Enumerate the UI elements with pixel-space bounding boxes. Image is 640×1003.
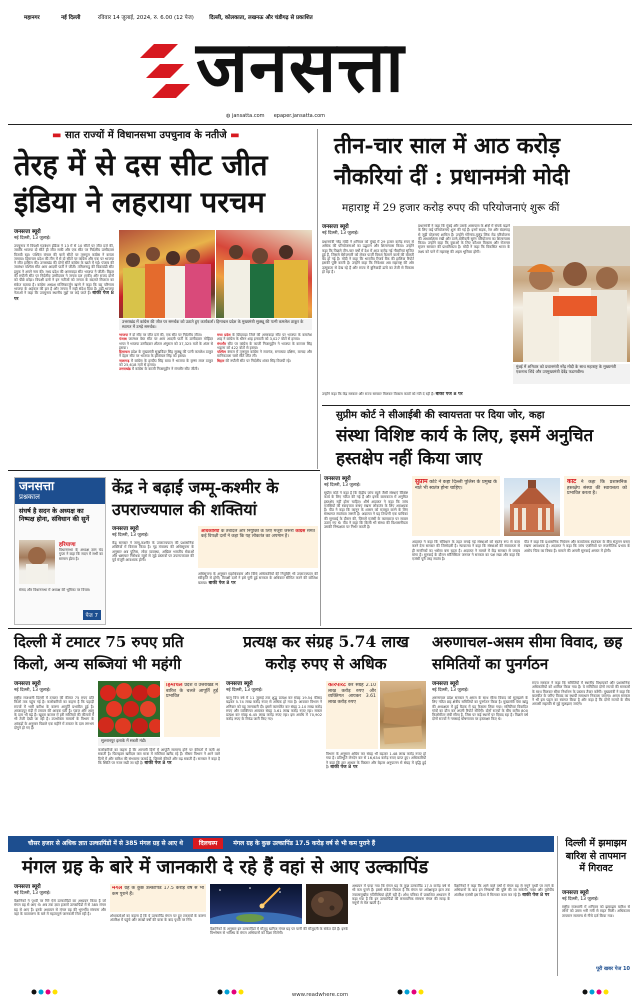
border-byline: जनसत्ता ब्यूरो नई दिल्ली, 13 जुलाई। bbox=[432, 681, 469, 693]
tax-box: कारपोरेट कर संग्रह 2.10 लाख करोड़ रुपए और व्यक्तिगत आयकर 3.61 लाख करोड़ रुपए bbox=[326, 681, 378, 749]
column-divider-2 bbox=[320, 474, 321, 626]
website-link[interactable]: jansatta.com bbox=[231, 113, 265, 119]
promo-page[interactable]: पेज 7 bbox=[83, 610, 101, 620]
bypoll-headline: तेरह में से दस सीट जीत इंडिया ने लहराया परचम bbox=[14, 148, 268, 219]
rally-image bbox=[216, 230, 312, 318]
tomato-headline: दिल्ली में टमाटर 75 रुपए प्रति किलो, अन्य सब्जियां भी महंगी bbox=[14, 633, 184, 673]
web-links bbox=[226, 112, 466, 120]
promo-line: संघर्ष है सदन के अध्यक्ष का निष्पक्ष होना, संविधान की सुनें bbox=[19, 507, 90, 523]
masthead-rule bbox=[8, 124, 632, 125]
sc-body-col-1: सुप्रीम कोर्ट ने कहा है कि केंद्रीय जांच ब्यूरो जैसी संस्थाएं विशिष्ट कार्य के लिए गठित की गई हैं और इनके कामकाज में अनुचित हस्तक्षेप नहीं होना चाहिए। शीर्ष अदालत ने कहा कि जांच एजंसियों की स्वायत्तता बनाए रखना लोकतंत्र के लिए आवश्यक है। पीठ ने कहा कि कानून के शासन को मजबूत करने के लिए संस्थागत स्वतंत्रता जरूरी है। अदालत ने यह टिप्पणी एक याचिका की सुनवाई के दौरान की, जिसमें एजंसी के कामकाज पर सवाल उठाए गए थे। पीठ ने कहा कि किसी भी संस्था की विश्वसनीयता उसकी निष्पक्षता पर निर्भर करती है। bbox=[324, 491, 408, 530]
bypoll-photo-1 bbox=[119, 230, 215, 318]
tax-body-col-1: चालू वित्त वर्ष में 11 जुलाई तक शुद्ध प्रत्यक्ष कर संग्रह 19.54 फीसद बढ़कर 5.74 लाख करोड़ रुपए से अधिक हो गया है। आयकर विभाग ने शनिवार को यह जानकारी दी। इसमें कारपोरेट कर संग्रह 2.10 लाख करोड़ रुपए और व्यक्तिगत आयकर संग्रह 3.61 लाख करोड़ रुपए रहा। सकल प्रत्यक्ष कर संग्रह 6.45 लाख करोड़ रुपए रहा। इस अवधि में 70,902 करोड़ रुपए के रिफंड जारी किए गए। bbox=[226, 696, 322, 722]
jobs-headline: तीन-चार साल में आठ करोड़ नौकरियां दीं : प्रधानमंत्री मोदी bbox=[334, 133, 570, 190]
mars-box: मंगल ग्रह के कुछ उल्कापिंड 17.5 करोड़ वर्ष से भी कम पुराने हैं। bbox=[110, 884, 206, 912]
jobs-body-col-2: प्रधानमंत्री ने कहा कि मुंबई और उसके आसपास के क्षेत्रों में संपर्क बढ़ाने के लिए कई परियोजनाएं शुरू की गई हैं। इनमें सड़क, रेल और बंदरगाह से जुड़ी योजनाएं शामिल हैं। उन्होंने गोरेगांव-मुलुंड लिंक रोड परियोजना की आधारशिला रखी और ठाणे-बोरीवली सुरंग परियोजना का शिलान्यास किया। उन्होंने कहा कि युवाओं के लिए कौशल विकास और रोजगार सृजन सरकार की प्राथमिकता है। मोदी ने कहा कि विकसित भारत के लक्ष्य को पाने में महाराष्ट्र की अहम भूमिका होगी। bbox=[418, 224, 510, 254]
tomato-body-col-1: राष्ट्रीय राजधानी दिल्ली में टमाटर की कीमत 75 रुपए प्रति किलो तक पहुंच गई है। कारोबारियों का कहना है कि पहाड़ी राज्यों में भारी बारिश के कारण आपूर्ति प्रभावित हुई है। आजादपुर मंडी में टमाटर की आवक घटी है। प्याज और आलू के दाम भी बढ़े हैं। खुदरा बाजार में हरी सब्जियों की कीमतों में भी तेजी देखी जा रही है। उपभोक्ता मामलों के विभाग के आंकड़ों के अनुसार पिछले एक महीने में टमाटर के दाम लगभग दोगुने हो गए हैं। bbox=[14, 696, 94, 731]
rain-body: राष्ट्रीय राजधानी में शनिवार को झमाझम बारिश से लोगों को उमस भरी गर्मी से राहत मिली। अधिकतम तापमान सामान्य से नीचे दर्ज किया गया। bbox=[562, 905, 630, 918]
tomatoes-image bbox=[98, 681, 160, 737]
column-divider-3 bbox=[557, 836, 558, 976]
footer-url[interactable]: www.readwhere.com bbox=[291, 992, 349, 998]
border-body-col-2: राज्य सरकार ने कहा कि समितियों में स्थानीय विधायकों और प्रशासनिक अधिकारियों को शामिल किया गया है। ये समितियां दोनों राज्यों की सरकारों के साथ मिलकर सीमा निर्धारण के प्रस्ताव तैयार करेंगी। मुख्यमंत्री ने कहा कि बातचीत के जरिए विवाद का स्थायी समाधान निकाला जाएगा। असम सरकार ने भी इस पहल का स्वागत किया है और कहा है कि दोनों राज्यों के बीच आपसी सहमति से मुद्दे सुलझाए जाएंगे। bbox=[532, 681, 630, 707]
court-building-image bbox=[504, 478, 560, 536]
tax-body-col-2: विभाग के अनुसार अग्रिम कर संग्रह भी बढ़कर 1.48 लाख करोड़ रुपए हो गया है। प्रतिभूति लेनदेन कर से 16,634 करोड़ रुपए प्राप्त हुए। अधिकारियों ने कहा कि कर आधार के विस्तार और बेहतर अनुपालन से संग्रह में वृद्धि हुई है। बाकी पेज 8 पर bbox=[326, 752, 426, 770]
mars-body-col-3: वैज्ञानिकों के अनुसार इन उल्कापिंडों में मौजूद खनिज मंगल ग्रह पर पानी की मौजूदगी के संकेत देते हैं। इनके विश्लेषण से भविष्य के मंगल अभियानों को दिशा मिलेगी। bbox=[210, 927, 348, 936]
promo-sub: प्रश्नकाल bbox=[19, 493, 40, 501]
jobs-body-foot: उन्होंने कहा कि केंद्र सरकार और राज्य सरकार मिलकर विकास कार्यों को गति दे रही हैं। बाकी पेज 8 पर bbox=[322, 392, 463, 397]
registration-marks bbox=[30, 980, 610, 986]
tomato-caption: सुल्तानपुर इलाके में सब्जी मंडी। bbox=[98, 738, 160, 746]
tax-byline: जनसत्ता ब्यूरो नई दिल्ली, 13 जुलाई। bbox=[226, 681, 263, 693]
fact-strip bbox=[8, 836, 554, 852]
jobs-bottom-rule bbox=[322, 405, 630, 406]
mars-body-col-1: वैज्ञानिकों ने पृथ्वी पर गिरे ऐसे उल्कापिंडों का अध्ययन किया है जो मंगल ग्रह से आए थे। अब तक ज्ञात हजारों उल्कापिंडों में से 385 मंगल ग्रह से आए हैं। इनके अध्ययन से मंगल ग्रह की भूगर्भीय संरचना और वहां के वातावरण के बारे में महत्वपूर्ण जानकारी मिल रही है। bbox=[14, 899, 106, 916]
sc-headline: संस्था विशिष्ट कार्य के लिए, इसमें अनुचित हस्तक्षेप नहीं किया जाए bbox=[336, 426, 594, 469]
promo-portrait bbox=[19, 540, 55, 584]
bypoll-photo-2 bbox=[216, 230, 312, 318]
promo-extra: संसद और विधानसभा में अध्यक्ष की भूमिका पर विचार। bbox=[19, 588, 91, 592]
section-rule-2 bbox=[8, 628, 632, 629]
jobs-body-col-1: प्रधानमंत्री नरेंद्र मोदी ने शनिवार को मुंबई में 29 हजार करोड़ रुपए से अधिक की परियोजनाओं का उद्घाटन और शिलान्यास किया। उन्होंने कहा कि पिछले तीन-चार वर्षों में देश में आठ करोड़ नई नौकरियां सृजित हुई हैं, जिससे बेरोजगारी को लेकर फर्जी विमर्श फैलाने वालों की बोलती बंद हो गई है। मोदी ने कहा कि भारतीय रिजर्व बैंक की हालिया रिपोर्ट इसकी पुष्टि करती है। उन्होंने कहा कि निवेशक अब महाराष्ट्र की ओर उत्सुकता से देख रहे हैं और राज्य में बुनियादी ढांचे का तेजी से विकास हो रहा है। bbox=[322, 240, 414, 275]
border-body-col-1: अरुणाचल प्रदेश सरकार ने असम के साथ सीमा विवाद को सुलझाने के लिए गठित छह क्षेत्रीय समितियों का पुनर्गठन किया है। मुख्यमंत्री पेमा खांडू की अध्यक्षता में हुई बैठक में यह फैसला लिया गया। समितियां विवादित गांवों का दौरा कर अपनी रिपोर्ट सौंपेंगी। दोनों राज्यों के बीच करीब 800 किलोमीटर लंबी सीमा है, जिस पर कई स्थानों पर विवाद रहा है। पिछले वर्ष दोनों राज्यों ने नमसाई घोषणापत्र पर हस्ताक्षर किए थे। bbox=[432, 696, 528, 722]
globe-icon: ◍ bbox=[226, 113, 231, 119]
sc-side-2: कोर्ट ने कहा कि प्रशासनिक हस्तक्षेप संस्था की स्वायत्तता को प्रभावित करता है। bbox=[564, 476, 630, 536]
pm-with-leaders-image bbox=[513, 226, 630, 362]
column-divider-1 bbox=[317, 129, 318, 469]
tomato-body-col-2: कारोबारियों का कहना है कि आगामी दिनों में आपूर्ति सामान्य होने पर कीमतों में कमी आ सकती है। फिलहाल खरीदार कम मात्रा में सब्जियां खरीद रहे हैं। मौसम विभाग ने आने वाले दिनों में और बारिश की संभावना जताई है, जिससे कीमतें और बढ़ सकती हैं। सरकार ने कहा है कि स्थिति पर नजर रखी जा रही है। बाकी पेज 8 पर bbox=[98, 748, 220, 766]
jobs-subhead: महाराष्ट्र में 29 हजार करोड़ रुपए की परियोजनाएं शुरू कीं bbox=[342, 202, 560, 214]
tax-photo bbox=[380, 681, 426, 749]
promo-header bbox=[15, 478, 105, 504]
speaker-portrait-image bbox=[19, 540, 55, 584]
mars-byline: जनसत्ता ब्यूरो नई दिल्ली, 13 जुलाई। bbox=[14, 884, 51, 896]
jk-headline: केंद्र ने बढ़ाईं जम्मू-कश्मीर के उपराज्यपाल की शक्तियां bbox=[112, 478, 279, 519]
strip-left: चौसर हजार से अधिक ज्ञात उल्कापिंडों में से 385 मंगल ग्रह से आए थे bbox=[28, 840, 183, 847]
sc-building-photo bbox=[504, 478, 560, 536]
strip-tag: दिलचस्प bbox=[193, 838, 223, 849]
city-label: नई दिल्ली bbox=[61, 15, 81, 21]
rain-headline: दिल्ली में झमाझम बारिश से तापमान में गिरावट bbox=[565, 838, 627, 874]
bypoll-byline: जनसत्ता ब्यूरो नई दिल्ली, 13 जुलाई। bbox=[14, 229, 51, 241]
jk-byline: जनसत्ता ब्यूरो नई दिल्ली, 13 जुलाई। bbox=[112, 526, 149, 538]
sc-byline: जनसत्ता ब्यूरो नई दिल्ली, 13 जुलाई। bbox=[324, 476, 361, 488]
sc-body-col-3: पीठ ने कहा कि प्रशासनिक नियंत्रण और कार्यात्मक स्वतंत्रता के बीच संतुलन बनाए रखना आवश्यक है। अदालत ने कहा कि जांच एजंसियों पर राजनीतिक प्रभाव के आरोप चिंता का विषय हैं। मामले की अगली सुनवाई अगस्त में होगी। bbox=[524, 540, 630, 553]
epaper-link[interactable]: epaper.jansatta.com bbox=[273, 113, 325, 119]
mars-body-col-4: अध्ययन में पाया गया कि मंगल ग्रह के कुछ उल्कापिंड 17.5 करोड़ वर्ष से भी कम पुराने हैं। इससे संकेत मिलता है कि मंगल पर अपेक्षाकृत हाल तक ज्वालामुखीय गतिविधियां होती रही हैं। शोध पत्रिका में प्रकाशित अध्ययन में कहा गया है कि इन उल्कापिंडों की रासायनिक संरचना मंगल की सतह के नमूनों से मेल खाती है। bbox=[352, 884, 450, 906]
jk-body-col-1: केंद्र सरकार ने जम्मू-कश्मीर के उपराज्यपाल की प्रशासनिक शक्तियों में विस्तार किया है। गृह मंत्रालय की अधिसूचना के अनुसार अब पुलिस, लोक व्यवस्था, अखिल भारतीय सेवाओं और भ्रष्टाचार निरोधक ब्यूरो से जुड़े प्रस्तावों पर उपराज्यपाल की पूर्व मंजूरी आवश्यक होगी। bbox=[112, 541, 194, 563]
promo-box[interactable] bbox=[14, 477, 106, 625]
sc-body-col-2: अदालत ने कहा कि संविधान के तहत बनाई गई संस्थाओं को स्वतंत्र रूप से काम करने देना सरकार की जिम्मेदारी है। न्यायालय ने कहा कि संस्थाओं की स्वायत्तता से ही नागरिकों का भरोसा बना रहता है। अदालत ने मामले में केंद्र सरकार से जवाब मांगा है। सुनवाई के दौरान सॉलिसिटर जनरल ने सरकार का पक्ष रखा और कहा कि एजंसी पूरी तरह स्वतंत्र है। bbox=[412, 540, 520, 562]
promo-text: विधानसभा के अध्यक्ष ज्ञान चंद गुप्ता ने कहा कि सदन में सभी का सम्मान होता है। bbox=[59, 548, 103, 561]
promo-state: हरियाणा bbox=[59, 542, 76, 548]
rain-byline: जनसत्ता ब्यूरो नई दिल्ली, 13 जुलाई। bbox=[562, 890, 599, 902]
logo-stripes-icon bbox=[140, 42, 192, 100]
logo-mark bbox=[140, 42, 192, 100]
jobs-photo bbox=[513, 226, 630, 362]
mars-headline: मंगल ग्रह के बारे में जानकारी दे रहे हैं वहां से आए उल्कापिंड bbox=[22, 857, 429, 878]
sc-side-1: सुप्रीम कोर्ट ने कहा दिल्ली पुलिस के प्रमुख के नाते भी स्वतंत्र होना चाहिए। bbox=[412, 476, 500, 536]
bypoll-body: उपचुनाव में विपक्षी गठबंधन इंडिया ने 13 में से 10 सीटों पर जीत दर्ज की, जबकि भाजपा दो सीटें ही जीत सकी और एक सीट पर निर्दलीय उम्मीदवार विजयी रहा। पश्चिम बंगाल की चारों सीटों पर तृणमूल कांग्रेस ने कब्जा जमाया। हिमाचल प्रदेश की तीन में से दो सीटों पर कांग्रेस और एक पर भाजपा ने जीत हासिल की। उत्तराखंड की दोनों सीटें कांग्रेस के खाते में गईं। पंजाब की जालंधर पश्चिम सीट आम आदमी पार्टी ने जीती। तमिलनाडु की विक्रवांडी सीट द्रमुक ने अपने नाम की। मध्य प्रदेश की अमरवाड़ा सीट भाजपा ने जीती। बिहार की रुपौली सीट पर निर्दलीय उम्मीदवार ने जनता दल (एकी) और राजद दोनों को पीछे छोड़ा। विपक्षी दलों ने इन नतीजों को जनता के बदलते मिजाज का संकेत बताया है। कांग्रेस अध्यक्ष मल्लिकार्जुन खरगे ने कहा कि यह परिणाम भाजपा के अहंकार की हार है और जनता ने सही संदेश दिया है। वहीं भाजपा नेताओं ने कहा कि उपचुनाव स्थानीय मुद्दों पर लड़े जाते हैं। बाकी पेज 8 पर bbox=[14, 244, 114, 302]
jk-box: अधिकारियों के तबादले और नियुक्ति के लिए मंजूरी जरूरी कांग्रेस समेत कई विपक्षी दलों ने कहा कि यह लोकतंत्र का अपमान है। bbox=[198, 526, 318, 568]
newspaper-title: जनसत्ता bbox=[196, 25, 405, 108]
masthead-top-line bbox=[24, 13, 616, 23]
mars-photo bbox=[210, 884, 302, 924]
jobs-photo-caption: मुंबई में शनिवार को प्रधानमंत्री नरेंद्र मोदी के साथ महाराष्ट्र के मुख्यमंत्री एकनाथ शिंदे और उपमुख्यमंत्री देवेंद्र फडणवीस। bbox=[513, 364, 630, 384]
bypoll-states-col-1: भाजपा ने दो सीट पर जीत दर्ज की, एक सीट पर निर्दलीय जीता। पंजाब जालंधर वेस्ट सीट पर आम आदमी पार्टी के उम्मीदवार मोहिंदर भगत ने भाजपा उम्मीदवार शीतल अंगुराल को 37,325 मतों के अंतर से हराया। हिमाचल प्रदेश के मुख्यमंत्री सुखविंदर सिंह सुक्खू की पत्नी कमलेश ठाकुर ने देहरा सीट पर भाजपा के होशियार सिंह को हराया। नालागढ़ में कांग्रेस के हरदीप सिंह बावा ने भाजपा के कृष्ण लाल ठाकुर को 25,618 मतों से हराया। उत्तराखंड में कांग्रेस के काजी निजामुद्दीन ने मंगलौर सीट जीती। bbox=[119, 333, 213, 372]
sc-kicker: सुप्रीम कोर्ट ने सीआईबी की स्वायत्तता पर दिया जोर, कहा bbox=[336, 410, 545, 421]
border-headline: अरुणाचल-असम सीमा विवाद, छह समितियों का पुनर्गठन bbox=[432, 633, 623, 673]
jk-body-col-2: अधिसूचना के अनुसार महाधिवक्ता और विधि अधिकारियों की नियुक्ति भी उपराज्यपाल की स्वीकृति से होगी। विपक्षी दलों ने इसे चुनी हुई सरकार के अधिकार सीमित करने की कोशिश बताया। बाकी पेज 8 पर bbox=[198, 572, 318, 586]
strip-right: मंगल ग्रह के कुछ उल्कापिंड 17.5 करोड़ वर्ष से भी कम पुराने हैं bbox=[233, 840, 376, 847]
tomato-photo bbox=[98, 681, 160, 737]
bypoll-states-col-2: मध्य प्रदेश के छिंदवाड़ा जिले की अमरवाड़ा सीट पर भाजपा के कमलेश शाह ने कांग्रेस के धीरन शाह इनवाती को 3,027 वोटों से हराया। मंगलौर सीट पर कांग्रेस के काजी निजामुद्दीन ने भाजपा के करतार सिंह भड़ाना को 422 वोटों से हराया। पश्चिम बंगाल में तृणमूल कांग्रेस ने रायगंज, राणाघाट दक्षिण, बागदा और मानिकतला चारों सीटें जीत लीं। बिहार की रुपौली सीट पर निर्दलीय शंकर सिंह विजयी रहे। bbox=[217, 333, 312, 363]
mars-body-col-5: वैज्ञानिकों ने कहा कि आने वाले वर्षों में मंगल ग्रह से नमूने पृथ्वी पर लाने के अभियानों के बाद इन निष्कर्षों की पुष्टि की जा सकेगी। नासा और यूरोपीय अंतरिक्ष एजंसी इस दिशा में मिलकर काम कर रहे हैं। बाकी पेज 8 पर bbox=[454, 884, 554, 898]
rain-continued[interactable]: पूरी खबर पेज 10 bbox=[596, 966, 630, 972]
mars-body-col-2: शोधकर्ताओं का कहना है कि ये उल्कापिंड मंगल पर हुए टकरावों के कारण अंतरिक्ष में पहुंचे और लाखों वर्षों की यात्रा के बाद पृथ्वी पर गिरे। bbox=[110, 914, 206, 923]
mars-rock-photo bbox=[306, 884, 348, 924]
tomato-box: हिमाचल प्रदेश व उत्तराखंड में बारिश के चलते आपूर्ति हुई प्रभावित bbox=[164, 681, 220, 737]
promo-brand: जनसत्ता bbox=[19, 479, 55, 493]
bypoll-kicker: ▬ सात राज्यों में विधानसभा उपचुनाव के नतीजे ▬ bbox=[52, 130, 240, 141]
meteorite-rock-image bbox=[306, 884, 348, 924]
jobs-byline: जनसत्ता ब्यूरो नई दिल्ली, 13 जुलाई। bbox=[322, 224, 359, 236]
currency-notes-image bbox=[380, 681, 426, 749]
dateline: रविवार 14 जुलाई, 2024, रु. 6.00 (12 पेज) bbox=[97, 15, 194, 21]
edition-label: महानगर bbox=[24, 15, 40, 21]
section-rule-1 bbox=[8, 470, 320, 471]
meteor-earth-image bbox=[210, 884, 302, 924]
tomato-byline: जनसत्ता ब्यूरो नई दिल्ली, 13 जुलाई। bbox=[14, 681, 51, 693]
publication-places: दिल्ली, कोलकाता, लखनऊ और चंडीगढ़ से प्रकाशित bbox=[209, 15, 313, 21]
bypoll-photo-caption: उत्तराखंड में कांग्रेस की जीत पर समर्थक को उठाते हुए कार्यकर्ता। हिमाचल प्रदेश के मुख्यमंत्री सुक्खू की पत्नी कमलेश ठाकुर के स्वागत में उमड़े समर्थक। bbox=[119, 319, 312, 330]
crowd-image bbox=[119, 230, 215, 318]
tax-headline: प्रत्यक्ष कर संग्रह 5.74 लाख करोड़ रुपए से अधिक bbox=[243, 632, 409, 673]
